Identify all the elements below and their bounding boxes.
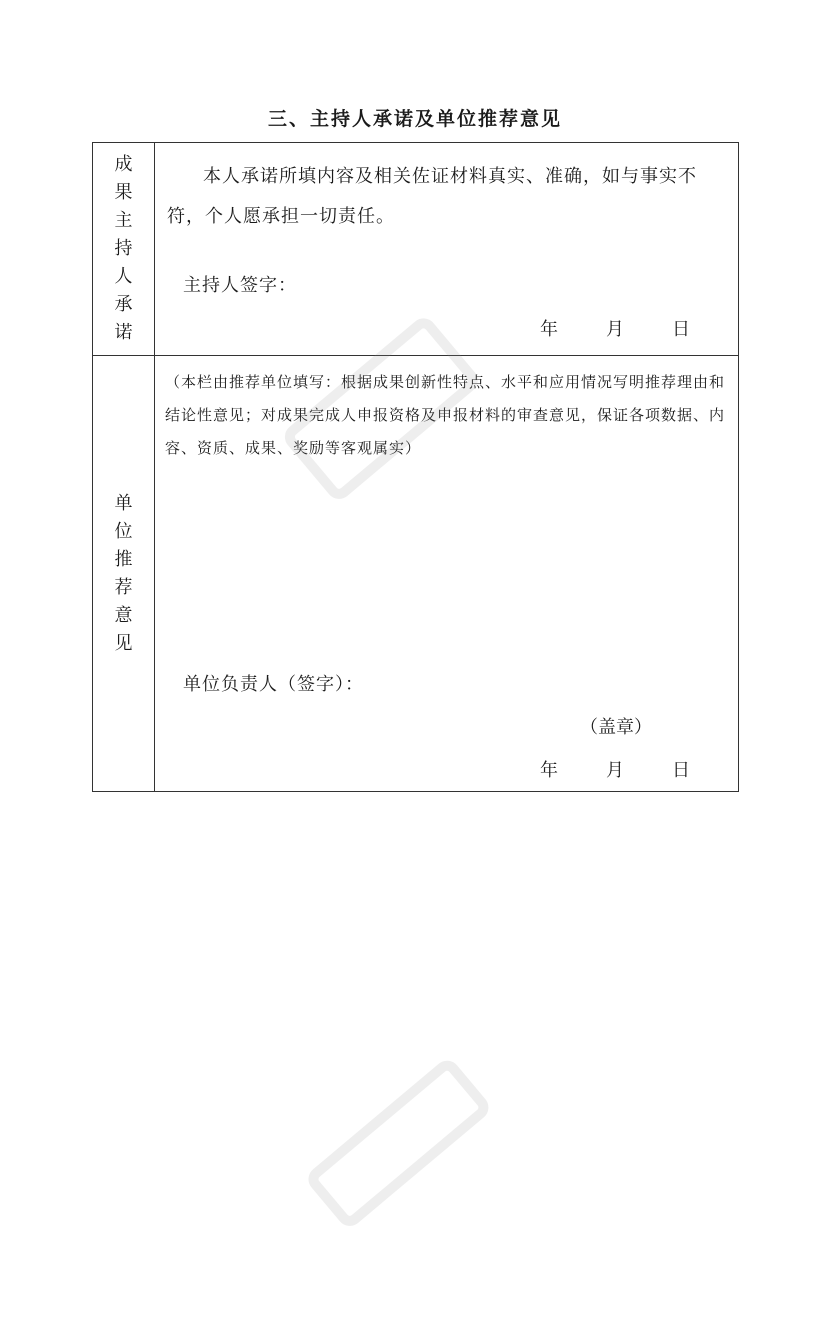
pledge-label-cell (93, 143, 155, 356)
recommend-row-label: 单位推荐意见 (114, 492, 133, 654)
date-year: 年 (540, 760, 558, 781)
recommend-hint-text: （本栏由推荐单位填写：根据成果创新性特点、水平和应用情况写明推荐理由和结论性意见；对成果完成人申报资格及申报材料的审查意见，保证各项数据、内容、资质、成果、奖励等客观属实） (165, 373, 726, 457)
date-month: 月 (606, 319, 624, 340)
section-title: 三、主持人承诺及单位推荐意见 (267, 108, 562, 130)
seal-label: （盖章） (580, 717, 652, 738)
table-row-pledge (93, 143, 739, 356)
date-year: 年 (540, 319, 558, 340)
date-day: 日 (672, 319, 690, 340)
recommend-label-cell (93, 356, 155, 792)
recommend-date (540, 756, 738, 782)
watermark-logo-bottom (296, 1010, 624, 1330)
pledge-text: 本人承诺所填内容及相关佐证材料真实、准确，如与事实不符，个人愿承担一切责任。 (167, 166, 697, 227)
unit-head-signature-label: 单位负责人（签字）： (183, 674, 364, 695)
date-day: 日 (672, 760, 690, 781)
host-signature-label: 主持人签字： (183, 275, 297, 296)
date-month: 月 (606, 760, 624, 781)
pledge-date (540, 315, 738, 341)
recommend-content-cell[interactable] (155, 356, 739, 792)
table-row-recommend (93, 356, 739, 792)
pledge-row-label: 成果主持人承诺 (114, 154, 133, 343)
pledge-recommend-table (92, 142, 739, 792)
watermark-icon (296, 1048, 501, 1238)
pledge-content-cell[interactable] (155, 143, 739, 356)
